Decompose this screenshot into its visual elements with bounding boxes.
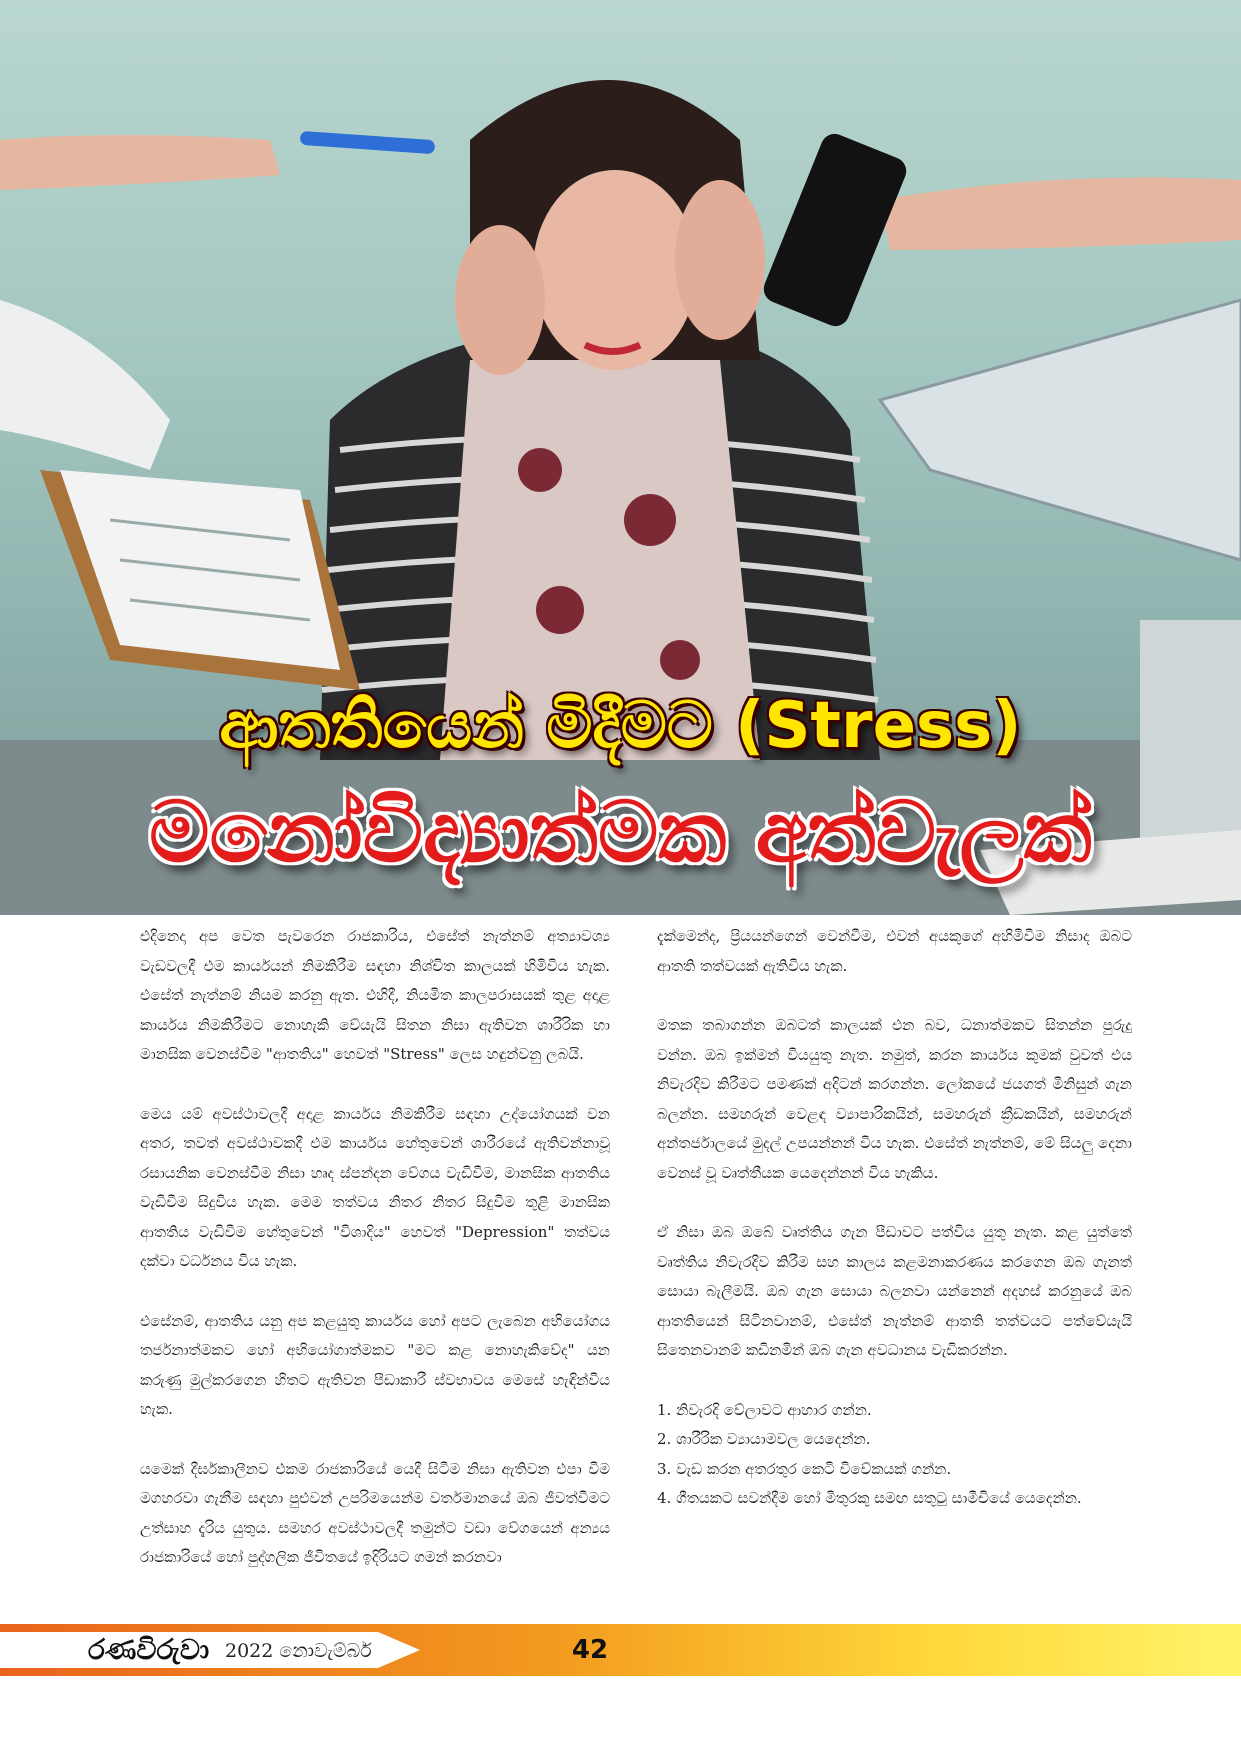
hand-with-pen <box>0 135 280 190</box>
paragraph: මතක තබාගන්න ඔබටත් කාලයක් එන බව, ධනාත්මකව සිතන්න පුරුදු වන්න. ඔබ ඉක්මන් වියයුතු නැත. නමුත්, කරන කාර්යය කුමක් වුවත් එය නිවැරදිව කිරීමට පමණක් අදිටන් කරගන්න. ලෝකයේ ජයගත් මිනිසුන් ගැන බලන්න. සමහරුන් වෙළඳ ව්‍යාපාරිකයින්, සමහරුන් ක්‍රීඩකයින්, සමහරුන් අන්තර්ජාලයේ මුදල් උපයන්නන් විය හැක. එසේත් නැත්නම්, මේ සියලු දෙනා වෙනස් වූ වෘත්තීයක යෙදෙන්නන් විය හැකිය. <box>657 1016 1132 1182</box>
paragraph: ඒ නිසා ඔබ ඔබේ වෘත්තිය ගැන පීඩාවට පත්විය යුතු නැත. කළ යුත්තේ වෘත්තිය නිවැරදිව කිරීම සහ කාලය කළමනාකරණය කරගෙන ඔබ ගැනත් සොයා බැලීමයි. ඔබ ගැන සොයා බලනවා යන්නෙන් අදහස් කරනුයේ ඔබ ආතතියෙන් සිටිනවානම්, එසේත් නැත්නම් ආතති තත්වයට පත්වේයැයි සිතෙනවානම් කඩිනමින් ඔබ ගැන අවධානය වැඩිකරන්න. <box>657 1223 1132 1359</box>
list-item: 2. ශාරීරික ව්‍යායාමවල යෙදෙන්න. <box>657 1430 871 1448</box>
paragraph: එදිනෙදා අප වෙත පැවරෙන රාජකාරිය, එසේත් නැත්නම් අත්‍යාවශ්‍ය වැඩවලදී එම කාර්යයන් නිමකිරීම සඳහා නිශ්චිත කාලයක් හිමිවිය හැක. එසේත් නැත්නම් නියම කරනු ඇත. එහිදී, නියමිත කාලපරාසයක් තුළ අදාළ කාර්යය නිමකිරීමට නොහැකි වේයැයි සිතන නිසා ඇතිවන ශාරීරික හා මානසික වෙනස්වීම "ආතතිය" හෙවත් "Stress" ලෙස හඳුන්වනු ලබයි. <box>140 927 610 1063</box>
list-item: 4. ගීතයකට සවන්දීම හෝ මිතුරකු සමඟ සතුටු සාමීචියේ යෙදෙන්න. <box>657 1489 1082 1507</box>
paragraph: මෙය යම් අවස්ථාවලදී අදාළ කාර්යය නිමකිරීම සඳහා උද්යෝගයක් වන අතර, තවත් අවස්ථාවකදී එම කාර්යය හේතුවෙන් ශාරීරයේ ඇතිවන්නාවූ රසායනික වෙනස්වීම නිසා හෘද ස්පන්දන වේගය වැඩිවීම, මානසික ආතතිය වැඩිවීම සිදුවිය හැක. මෙම තත්වය නිතර නිතර සිදුවීම තුළි මානසික ආතතිය වැඩිවීම හේතුවෙන් "විශාදිය" හෙවත් "Depression" තත්වය දක්වා වර්ධනය විය හැක. <box>140 1104 610 1270</box>
article-column-left <box>140 922 610 1603</box>
magazine-logo: රණවිරුවා <box>88 1633 210 1666</box>
issue-date: 2022 නොවැම්බර් <box>225 1640 372 1662</box>
headline-line-2: මනෝවිද්‍යාත්මක අත්වැලක් <box>149 783 1092 881</box>
headline-line-1: ආතතියෙන් මිදීමට (Stress) <box>219 689 1022 763</box>
paragraph: යමෙක් දීර්ඝකාලීනව එකම රාජකාරියේ යෙදී සිටීම නිසා ඇතිවන එපා වීම මගහරවා ගැනීම සඳහා පුළුවන් උපරිමයෙන්ම වර්තමානයේ ඔබ ජීවත්වීමට උත්සාහ දැරිය යුතුය. සමහර අවස්ථාවලදී තමුන්ට වඩා වේගයෙන් අන්‍යය රාජකාරියේ හෝ පුද්ගලික ජීවිතයේ ඉදිරියට ගමන් කරනවා <box>140 1459 610 1566</box>
hand-with-phone <box>880 178 1241 251</box>
article-column-right <box>657 922 1132 1514</box>
face <box>533 170 697 370</box>
list-item: 3. වැඩ කරන අතරතුර කෙටි විවේකයක් ගන්න. <box>657 1459 952 1478</box>
monitor <box>880 300 1241 560</box>
page-number: 42 <box>571 1635 609 1665</box>
list-item: 1. නිවැරදි වේලාවට ආහාර ගන්න. <box>657 1400 872 1419</box>
paragraph: දැක්මෙන්ද, ප්‍රියයන්ගෙන් වෙන්වීම, එවන් අයකුගේ අහිමිවීම නිසාද ඔබට ආතති තත්වයක් ඇතිවිය හැක. <box>657 927 1132 975</box>
paragraph: එසේනම්, ආතතිය යනු අප කළයුතු කාර්යය හෝ අපට ලැබෙන අභියෝගය තර්ජනාත්මකව හෝ අභියෝගාත්මකව "මට කළ නොහැකිවේද" යන කරුණු මුල්කරගෙන හිතට ඇතිවන පීඩාකාරී ස්වභාවය මෙසේ හැඳින්විය හැක. <box>140 1311 610 1418</box>
tips-list <box>657 1396 1132 1514</box>
